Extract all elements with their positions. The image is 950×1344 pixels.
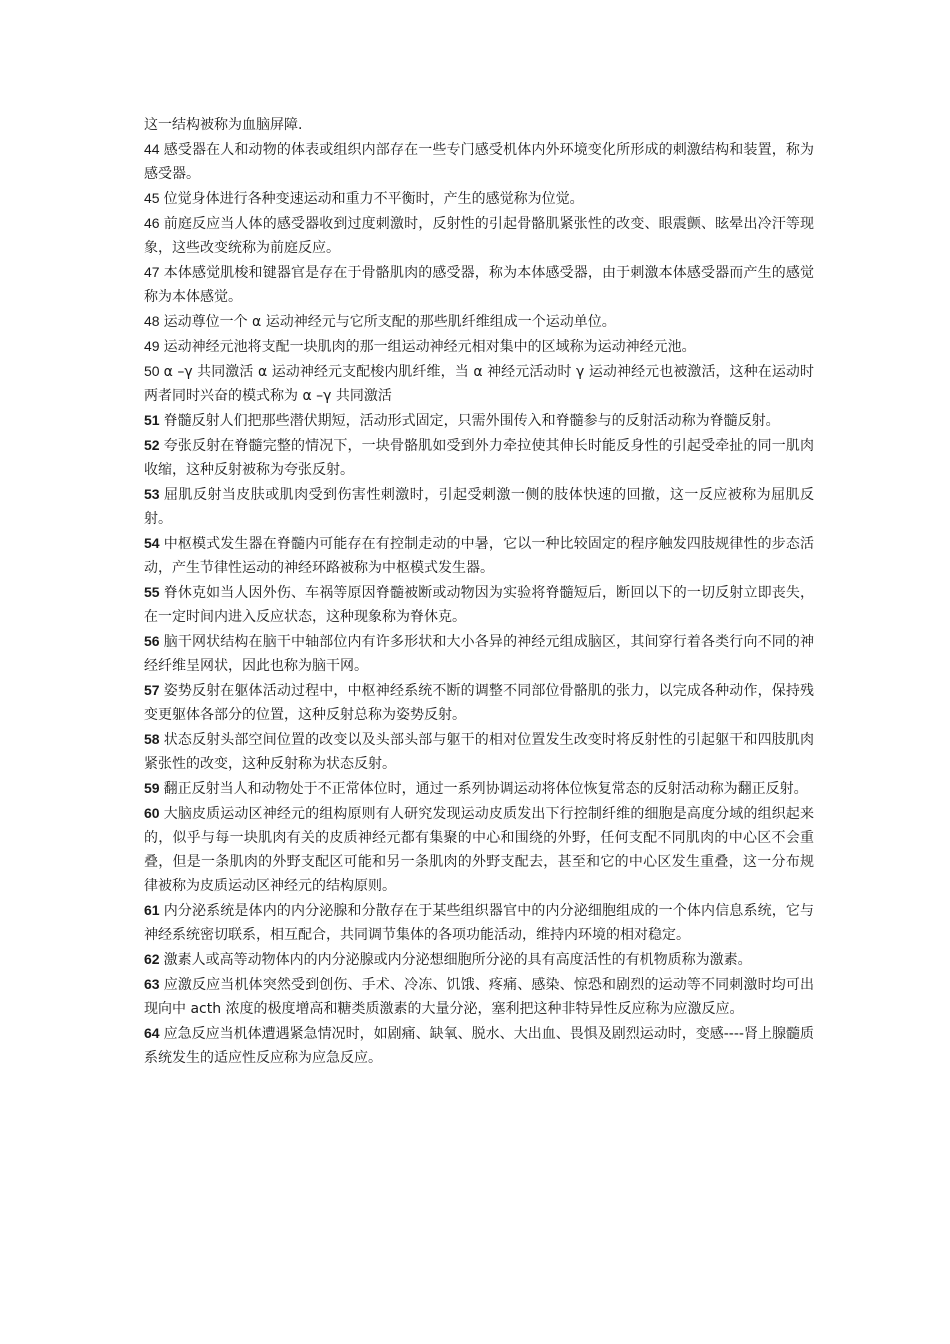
paragraph (144, 260, 814, 309)
paragraph (144, 1021, 814, 1070)
paragraph (144, 482, 814, 531)
paragraph (144, 113, 814, 137)
paragraph-number: 57 (144, 682, 160, 698)
paragraph (144, 359, 814, 408)
paragraph-text: 中枢模式发生器在脊髓内可能存在有控制走动的中暑，它以一种比较固定的程序触发四肢规律性的步态活动，产生节律性运动的神经环路被称为中枢模式发生器。 (144, 536, 814, 576)
paragraph (144, 309, 814, 334)
paragraph-number: 52 (144, 437, 160, 453)
document-body (144, 113, 814, 1070)
paragraph-number: 46 (144, 215, 160, 231)
paragraph-text: 夸张反射在脊髓完整的情况下，一块骨骼肌如受到外力牵拉使其伸长时能反身性的引起受牵扯的同一肌肉收缩，这种反射被称为夸张反射。 (144, 438, 814, 478)
paragraph-text: 位觉身体进行各种变速运动和重力不平衡时，产生的感觉称为位觉。 (163, 191, 584, 207)
paragraph-text: 本体感觉肌梭和键器官是存在于骨骼肌肉的感受器，称为本体感受器，由于刺激本体感受器而产生的感觉称为本体感觉。 (144, 265, 814, 305)
paragraph-text: α –γ 共同激活 α 运动神经元支配梭内肌纤维，当 α 神经元活动时 γ 运动神经元也被激活，这种在运动时两者同时兴奋的模式称为 α –γ 共同激活 (144, 364, 814, 404)
paragraph (144, 629, 814, 678)
paragraph-number: 59 (144, 780, 160, 796)
paragraph-number: 45 (144, 190, 160, 206)
paragraph-text: 脊休克如当人因外伤、车祸等原因脊髓被断或动物因为实验将脊髓短后，断回以下的一切反射立即丧失，在一定时间内进入反应状态，这种现象称为脊休克。 (144, 585, 814, 625)
paragraph-number: 51 (144, 412, 160, 428)
paragraph-text: 脊髓反射人们把那些潜伏期短，活动形式固定，只需外围传入和脊髓参与的反射活动称为脊髓反射。 (163, 413, 780, 429)
paragraph-text: 状态反射头部空间位置的改变以及头部头部与躯干的相对位置发生改变时将反射性的引起躯干和四肢肌肉紧张性的改变，这种反射称为状态反射。 (144, 732, 814, 772)
paragraph-number: 61 (144, 902, 160, 918)
paragraph-number: 56 (144, 633, 160, 649)
paragraph-text: 翻正反射当人和动物处于不正常体位时，通过一系列协调运动将体位恢复常态的反射活动称为翻正反射。 (163, 781, 808, 797)
paragraph-text: 大脑皮质运动区神经元的组构原则有人研究发现运动皮质发出下行控制纤维的细胞是高度分域的组织起来的，似乎与每一块肌肉有关的皮质神经元都有集聚的中心和围绕的外野，任何支配不同肌肉的中心区不会重叠，但是一条肌肉的外野支配区可能和另一条肌肉的外野支配去，甚至和它的中心区发生重叠，这一分布规律被称为皮质运动区神经元的结构原则。 (144, 806, 814, 894)
paragraph (144, 776, 814, 801)
paragraph-text: 姿势反射在躯体活动过程中，中枢神经系统不断的调整不同部位骨骼肌的张力，以完成各种动作，保持残变更躯体各部分的位置，这种反射总称为姿势反射。 (144, 683, 814, 723)
paragraph (144, 433, 814, 482)
paragraph (144, 947, 814, 972)
paragraph (144, 801, 814, 898)
paragraph-number: 55 (144, 584, 160, 600)
paragraph-text: 运动神经元池将支配一块肌肉的那一组运动神经元相对集中的区域称为运动神经元池。 (163, 339, 696, 355)
paragraph (144, 137, 814, 186)
paragraph (144, 972, 814, 1021)
paragraph-number: 63 (144, 976, 160, 992)
paragraph-text: 屈肌反射当皮肤或肌肉受到伤害性刺激时，引起受刺激一侧的肢体快速的回撤，这一反应被称为屈肌反射。 (144, 487, 814, 527)
paragraph (144, 898, 814, 947)
paragraph-number: 54 (144, 535, 160, 551)
paragraph-number: 48 (144, 313, 160, 329)
paragraph-number: 62 (144, 951, 160, 967)
paragraph-text: 运动尊位一个 α 运动神经元与它所支配的那些肌纤维组成一个运动单位。 (163, 314, 616, 330)
paragraph-number: 44 (144, 141, 160, 157)
paragraph (144, 727, 814, 776)
paragraph-text: 这一结构被称为血脑屏障. (144, 117, 303, 133)
paragraph-text: 感受器在人和动物的体表或组织内部存在一些专门感受机体内外环境变化所形成的刺激结构和装置，称为感受器。 (144, 142, 814, 182)
paragraph-number: 50 (144, 363, 160, 379)
paragraph-text: 激素人或高等动物体内的内分泌腺或内分泌想细胞所分泌的具有高度活性的有机物质称为激素。 (163, 952, 752, 968)
paragraph (144, 186, 814, 211)
paragraph-number: 49 (144, 338, 160, 354)
paragraph-text: 应激反应当机体突然受到创伤、手术、冷冻、饥饿、疼痛、感染、惊恐和剧烈的运动等不同刺激时均可出现向中 acth 浓度的极度增高和糖类质激素的大量分泌，塞利把这种非特异性反应称为应激反应。 (144, 977, 814, 1017)
paragraph-text: 脑干网状结构在脑干中轴部位内有许多形状和大小各异的神经元组成脑区，其间穿行着各类行向不同的神经纤维呈网状，因此也称为脑干网。 (144, 634, 814, 674)
paragraph-number: 47 (144, 264, 160, 280)
paragraph (144, 334, 814, 359)
paragraph-number: 58 (144, 731, 160, 747)
paragraph-number: 64 (144, 1025, 160, 1041)
paragraph-text: 应急反应当机体遭遇紧急情况时，如剧痛、缺氧、脱水、大出血、畏惧及剧烈运动时，变感----肾上腺髓质系统发生的适应性反应称为应急反应。 (144, 1026, 814, 1066)
paragraph (144, 531, 814, 580)
paragraph-number: 53 (144, 486, 160, 502)
paragraph (144, 211, 814, 260)
paragraph (144, 678, 814, 727)
paragraph (144, 580, 814, 629)
paragraph-text: 前庭反应当人体的感受器收到过度刺激时，反射性的引起骨骼肌紧张性的改变、眼震颤、眩晕出冷汗等现象，这些改变统称为前庭反应。 (144, 216, 814, 256)
paragraph-text: 内分泌系统是体内的内分泌腺和分散存在于某些组织器官中的内分泌细胞组成的一个体内信息系统，它与神经系统密切联系，相互配合，共同调节集体的各项功能活动，维持内环境的相对稳定。 (144, 903, 814, 943)
paragraph (144, 408, 814, 433)
paragraph-number: 60 (144, 805, 160, 821)
